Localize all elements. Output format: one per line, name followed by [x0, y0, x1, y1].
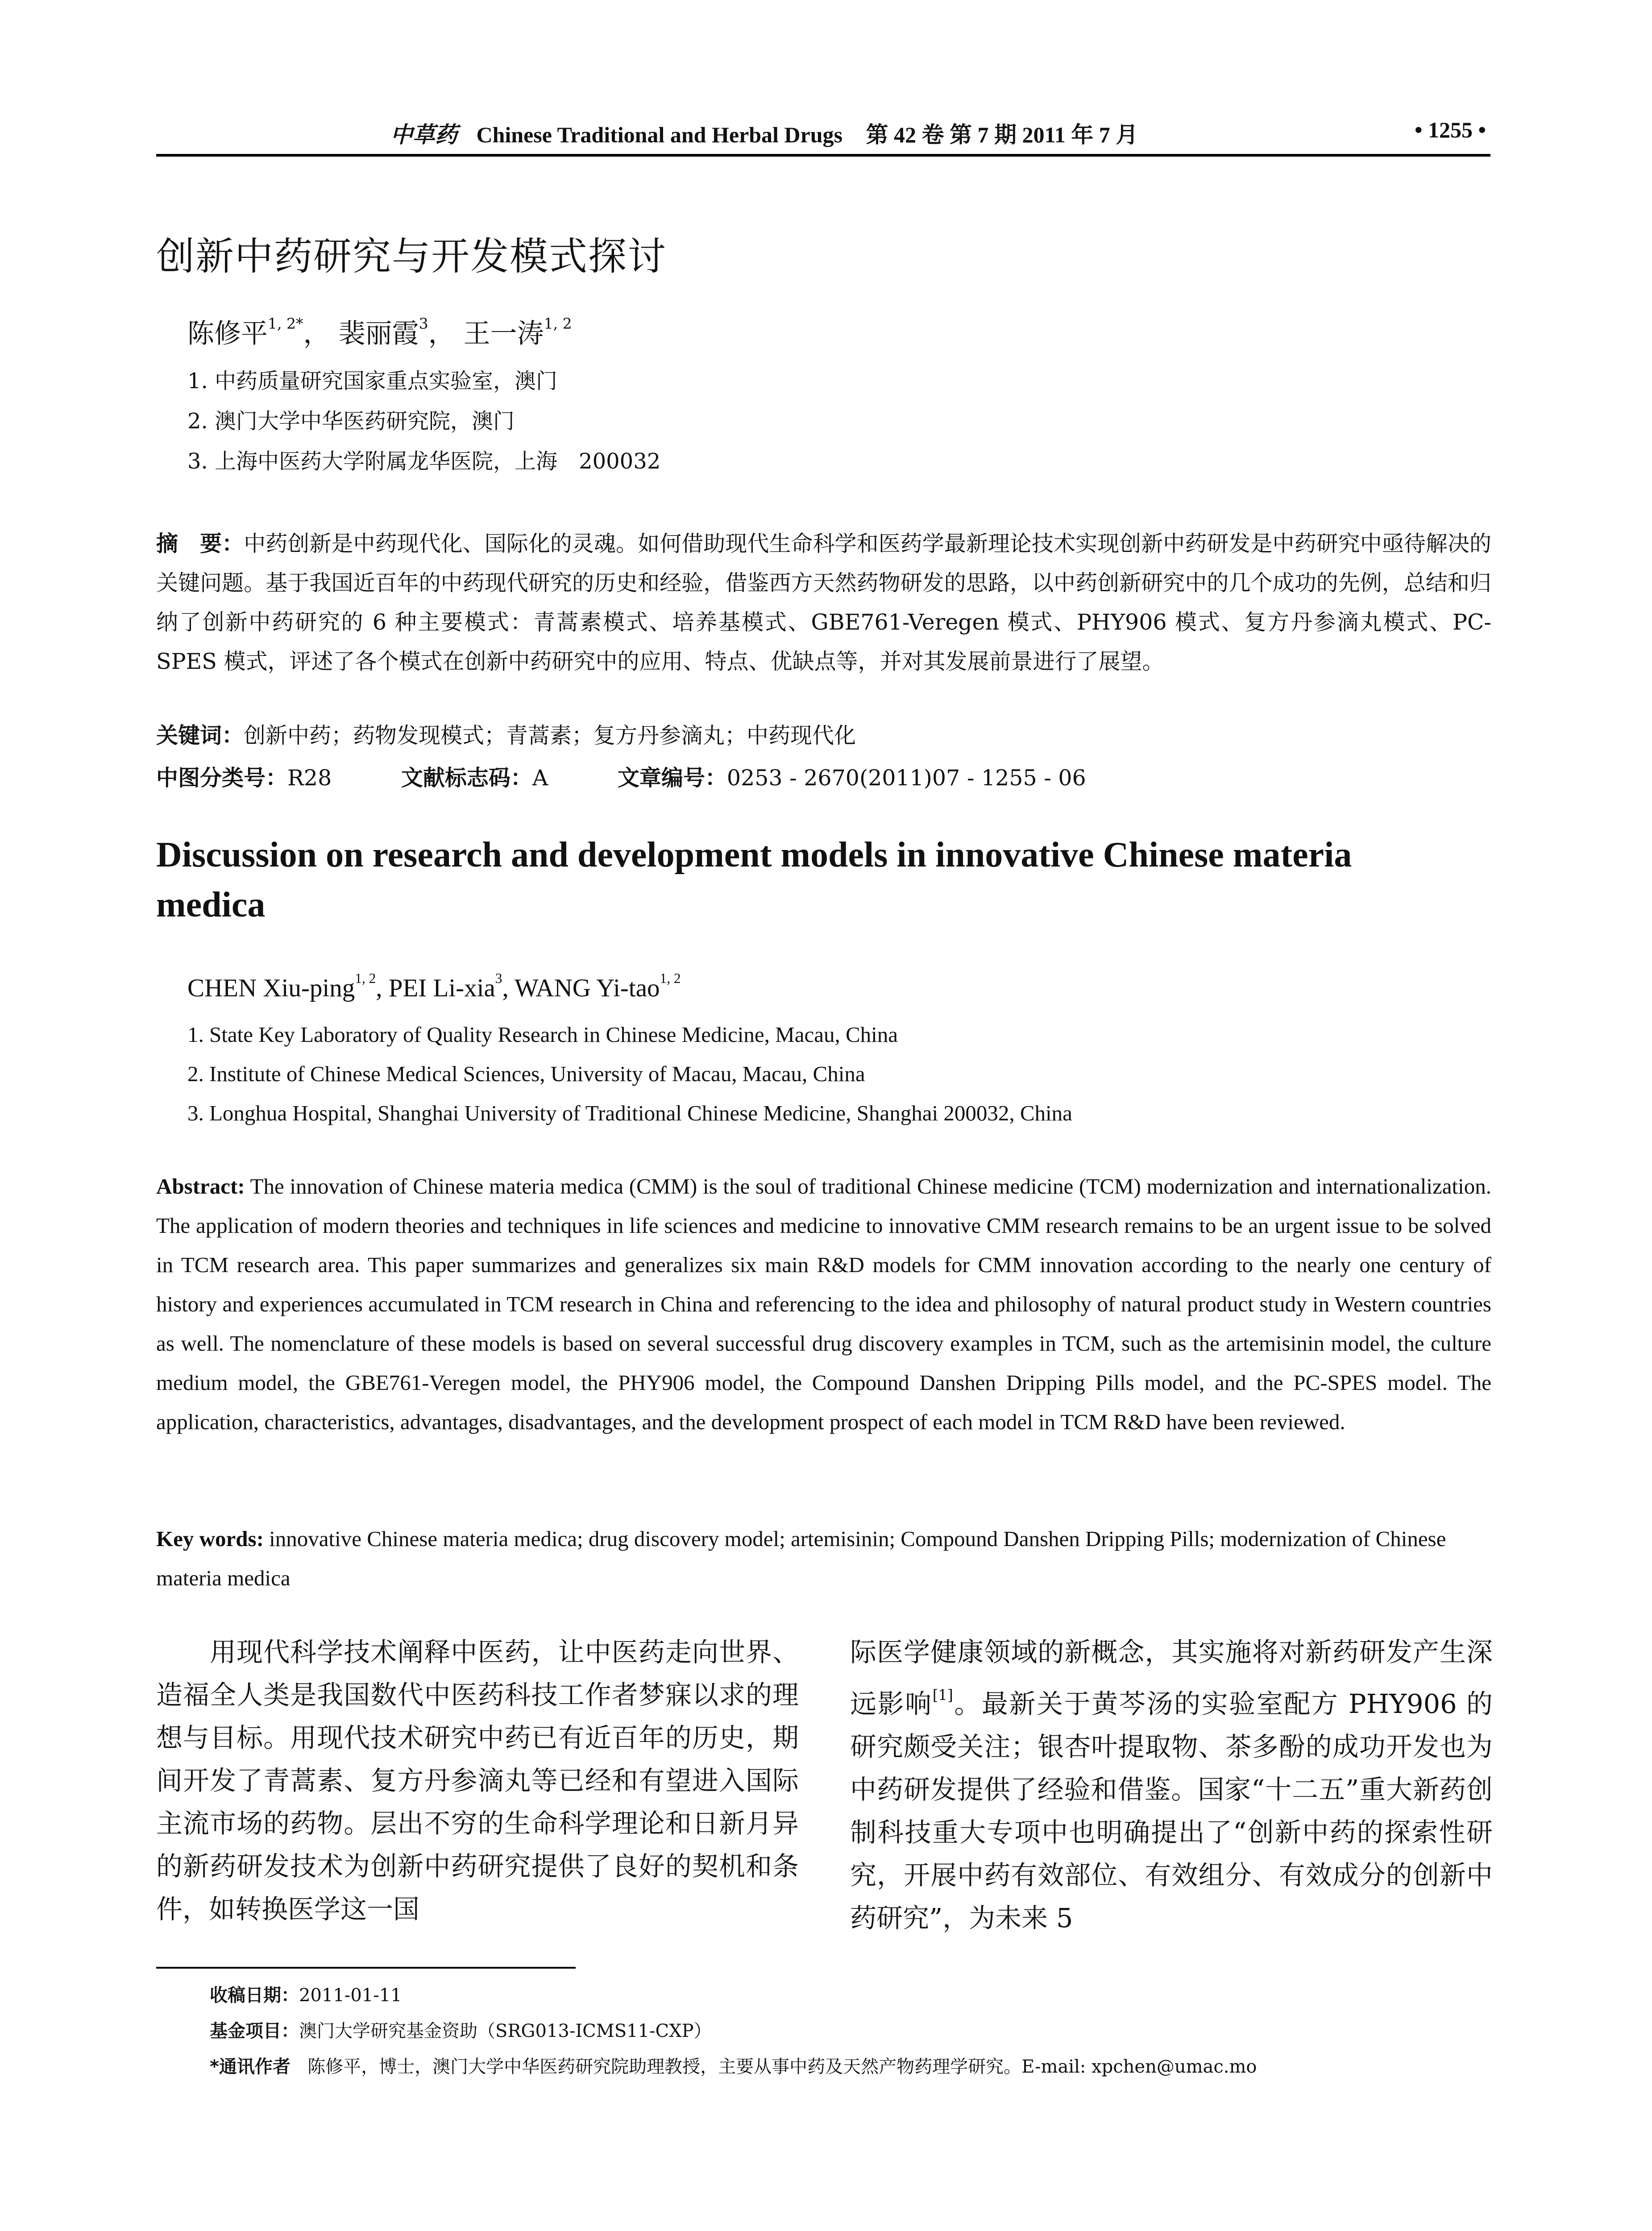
- doc-label: 文献标志码：: [401, 765, 532, 791]
- class-value: R28: [287, 765, 332, 791]
- fund-text: 澳门大学研究基金资助（SRG013-ICMS11-CXP）: [299, 2021, 712, 2041]
- cn-affiliation: 2. 澳门大学中华医药研究院，澳门: [187, 409, 515, 434]
- fund-label: 基金项目：: [210, 2021, 299, 2041]
- en-title: Discussion on research and development models in innovative Chinese materia medica: [156, 835, 1352, 925]
- cn-abstract-label: 摘 要：: [156, 531, 244, 556]
- cn-classification: [156, 761, 1086, 792]
- cn-author-sup: 1, 2: [544, 315, 572, 332]
- journal-brand: 中草药: [390, 121, 457, 148]
- en-author-sup: 1, 2: [660, 970, 681, 986]
- citation-ref: [1]: [932, 1687, 953, 1704]
- footnote-fund: [210, 2017, 712, 2042]
- en-author-sup: 1, 2: [355, 970, 376, 986]
- en-author-name: WANG Yi-tao: [514, 974, 660, 1002]
- cn-affiliation: 1. 中药质量研究国家重点实验室，澳门: [187, 369, 558, 394]
- class-label: 中图分类号：: [156, 765, 288, 791]
- cn-keywords-text: 创新中药；药物发现模式；青蒿素；复方丹参滴丸；中药现代化: [244, 723, 856, 748]
- journal-header: [390, 117, 1138, 149]
- corresponding-text: 陈修平，博士，澳门大学中华医药研究院助理教授，主要从事中药及天然产物药理学研究。E-mail: xpchen@umac.mo: [307, 2057, 1257, 2077]
- article-label: 文章编号：: [617, 765, 727, 791]
- en-keywords-label: Key words:: [156, 1526, 264, 1551]
- header-rule: [156, 154, 1490, 157]
- body-text: 际医学健康领域的新概念，其实施将对新药研发产生深远影响: [850, 1637, 1493, 1720]
- cn-authors: [187, 312, 572, 351]
- page-number: • 1255 •: [1414, 117, 1486, 142]
- cn-abstract-text: 中药创新是中药现代化、国际化的灵魂。如何借助现代生命科学和医药学最新理论技术实现创新中药研发是中药研究中亟待解决的关键问题。基于我国近百年的中药现代研究的历史和经验，借鉴西方天然药物研发的思路，以中药创新研究中的几个成功的先例，总结和归纳了创新中药研究的 6 种主要模式：青蒿素模式、培养基模式、GBE761-Veregen 模式、PHY906 模式、复方丹参滴丸模式、PC-SPES 模式，评述了各个模式在创新中药研究中的应用、特点、优缺点等，并对其发展前景进行了展望。: [156, 531, 1491, 674]
- en-abstract-text: The innovation of Chinese materia medica (CMM) is the soul of traditional Chinese medicine (TCM) modernization and internationalization. The application of modern theories and techniques in life sciences and medicine to innovative CMM research remains to be an urgent issue to be solved in TCM research area. This paper summarizes and generalizes six main R&D models for CMM innovation according to the nearly one century of history and experiences accumulated in TCM research in China and referencing to the idea and philosophy of natural product study in Western countries as well. The nomenclature of these models is based on several successful drug discovery examples in TCM, such as the artemisinin model, the culture medium model, the GBE761-Veregen model, the PHY906 model, the Compound Danshen Dripping Pills model, and the PC-SPES model. The application, characteristics, advantages, disadvantages, and the development prospect of each model in TCM R&D have been reviewed.: [156, 1174, 1491, 1434]
- doc-value: A: [532, 765, 548, 791]
- en-author-name: CHEN Xiu-ping: [187, 974, 355, 1002]
- cn-author-name: 陈修平: [187, 318, 268, 349]
- journal-issue: 第 42 卷 第 7 期 2011 年 7 月: [866, 122, 1138, 147]
- cn-affiliation: 3. 上海中医药大学附属龙华医院，上海 200032: [187, 449, 661, 474]
- cn-keywords-label: 关键词：: [156, 723, 244, 748]
- en-affiliation: 2. Institute of Chinese Medical Sciences, University of Macau, Macau, China: [187, 1062, 865, 1086]
- received-date: 2011-01-11: [299, 1985, 402, 2006]
- en-authors: [187, 970, 681, 1003]
- received-label: 收稿日期：: [210, 1985, 299, 2006]
- cn-author-sep: ，: [428, 318, 455, 349]
- cn-author-sep: ，: [303, 318, 330, 349]
- cn-abstract: [156, 524, 1491, 681]
- cn-keywords: [156, 718, 856, 750]
- corresponding-label: *通讯作者: [210, 2057, 291, 2077]
- en-affiliation: 3. Longhua Hospital, Shanghai University of Traditional Chinese Medicine, Shanghai 200032, China: [187, 1101, 1072, 1125]
- en-abstract-label: Abstract:: [156, 1174, 245, 1198]
- en-author-name: PEI Li-xia: [388, 974, 495, 1002]
- en-affiliation: 1. State Key Laboratory of Quality Research in Chinese Medicine, Macau, China: [187, 1022, 898, 1047]
- cn-author-name: 王一涛: [463, 318, 544, 349]
- en-abstract: [156, 1167, 1491, 1442]
- journal-name-en: Chinese Traditional and Herbal Drugs: [476, 122, 843, 147]
- body-text: 。最新关于黄芩汤的实验室配方 PHY906 的研究颇受关注；银杏叶提取物、茶多酚的成功开发也为中药研发提供了经验和借鉴。国家“十二五”重大新药创制科技重大专项中也明确提出了“创新中药的探索性研究，开展中药有效部位、有效组分、有效成分的创新中药研究”，为未来 5: [850, 1688, 1493, 1934]
- footnote-received: [210, 1981, 402, 2007]
- cn-title: 创新中药研究与开发模式探讨: [156, 234, 667, 279]
- en-author-sup: 3: [495, 970, 502, 986]
- body-column-right: [850, 1631, 1493, 1940]
- cn-author-name: 裴丽霞: [338, 318, 419, 349]
- en-keywords-text: innovative Chinese materia medica; drug discovery model; artemisinin; Compound Danshen Dripping Pills; modernization of Chinese materia medica: [156, 1526, 1446, 1590]
- footnote-corresponding: [210, 2053, 1257, 2078]
- body-column-left: 用现代科学技术阐释中医药，让中医药走向世界、造福全人类是我国数代中医药科技工作者梦寐以求的理想与目标。用现代技术研究中药已有近百年的历史，期间开发了青蒿素、复方丹参滴丸等已经和有望进入国际主流市场的药物。层出不穷的生命科学理论和日新月异的新药研发技术为创新中药研究提供了良好的契机和条件，如转换医学这一国: [156, 1637, 799, 1924]
- footnote-rule: [156, 1967, 576, 1969]
- cn-author-sup: 3: [419, 315, 428, 332]
- article-value: 0253 - 2670(2011)07 - 1255 - 06: [726, 765, 1086, 791]
- cn-author-sup: 1, 2*: [268, 315, 303, 332]
- en-author-sep: ,: [502, 974, 515, 1002]
- running-header: [156, 117, 1490, 157]
- en-keywords: [156, 1519, 1495, 1598]
- en-author-sep: ,: [376, 974, 389, 1002]
